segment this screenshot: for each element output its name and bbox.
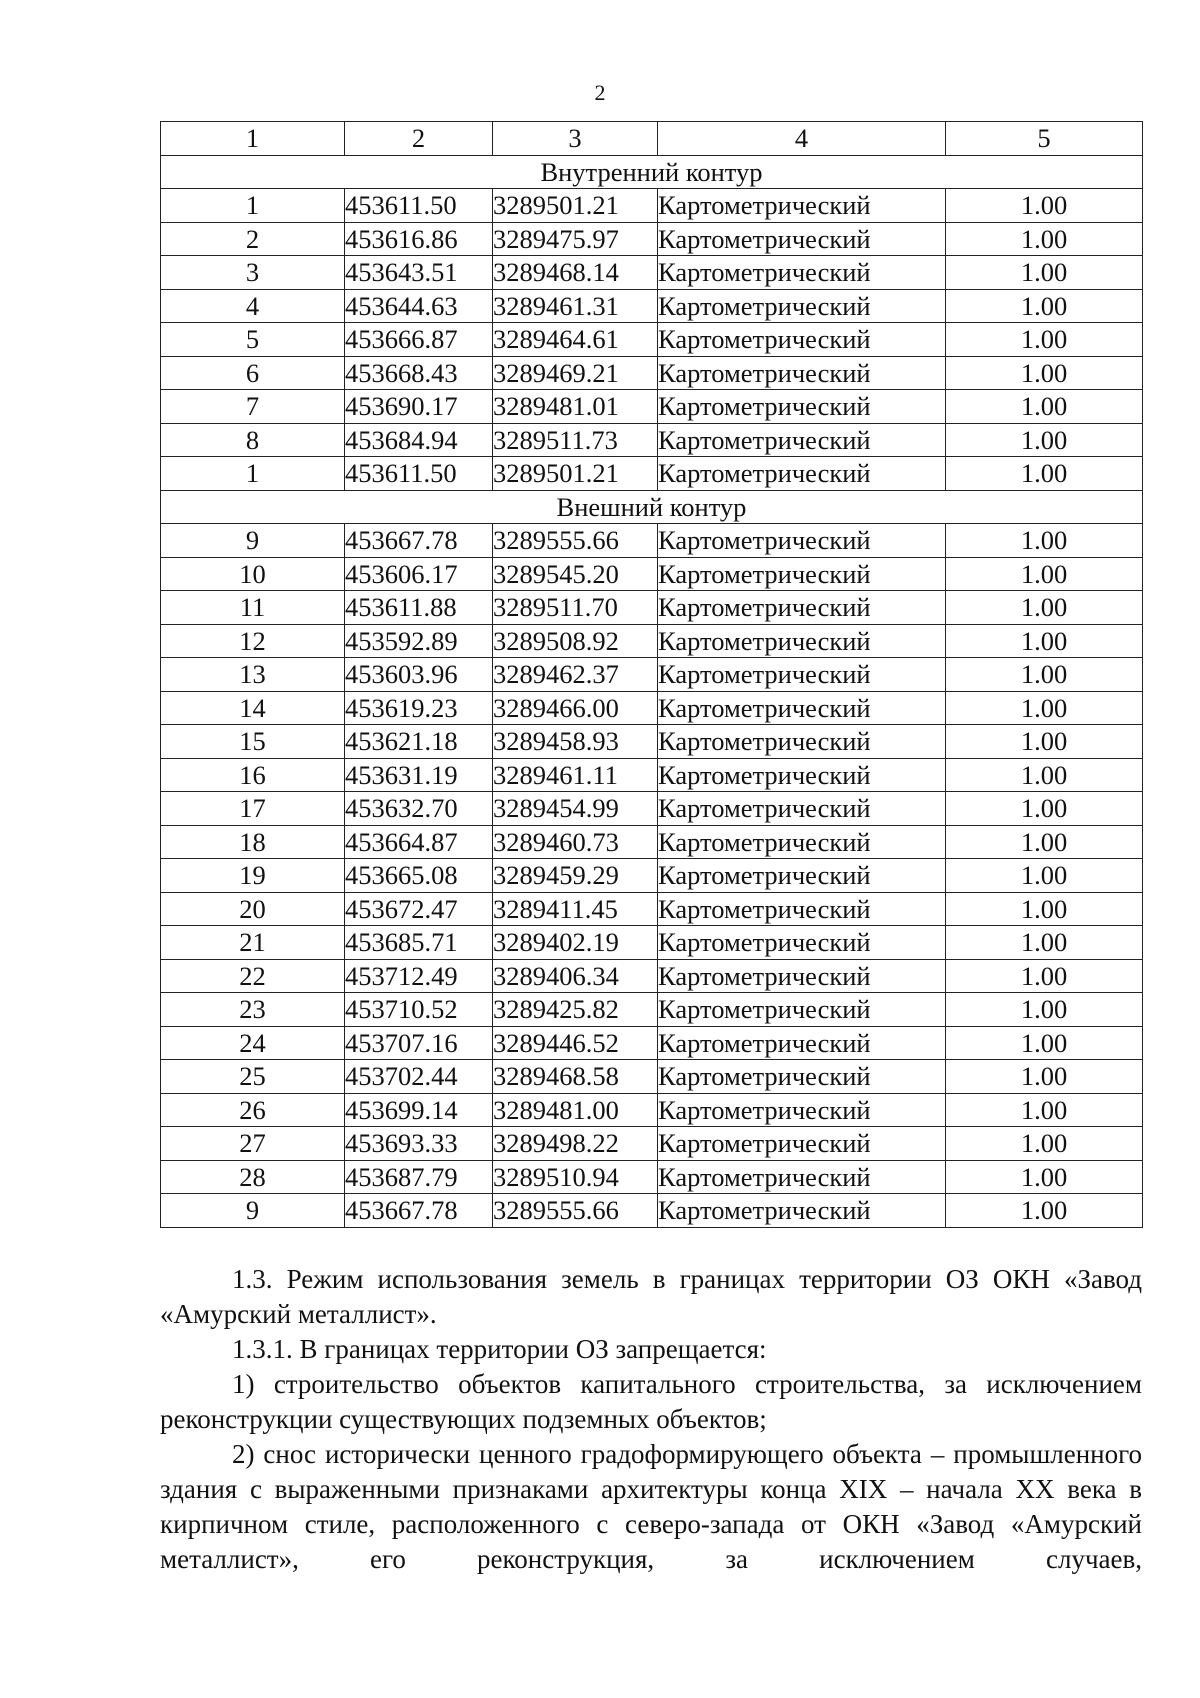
- table-row: [161, 959, 1143, 993]
- table-cell: Картометрический: [658, 859, 946, 893]
- table-cell: 4: [161, 289, 345, 323]
- table-cell: 3289469.21: [493, 356, 658, 390]
- table-cell: 1.00: [946, 892, 1143, 926]
- table-row: [161, 993, 1143, 1027]
- paragraph-1-3: 1.3. Режим использования земель в границах территории ОЗ ОКН «Завод «Амурский металлист».: [160, 1264, 1142, 1329]
- table-cell: 1.00: [946, 323, 1143, 357]
- table-row: [161, 423, 1143, 457]
- table-cell: 1.00: [946, 1127, 1143, 1161]
- table-cell: Картометрический: [658, 725, 946, 759]
- table-cell: 453665.08: [345, 859, 493, 893]
- table-cell: 453667.78: [345, 524, 493, 558]
- table-row: [161, 758, 1143, 792]
- table-cell: 22: [161, 959, 345, 993]
- table-cell: 10: [161, 557, 345, 591]
- paragraph-item-1: 1) строительство объектов капитального строительства, за исключением реконструкции существующих подземных объектов;: [160, 1369, 1142, 1434]
- table-cell: 1: [161, 457, 345, 491]
- table-cell: Картометрический: [658, 524, 946, 558]
- table-cell: Картометрический: [658, 457, 946, 491]
- header-row: [161, 122, 1143, 156]
- table-cell: 1.00: [946, 557, 1143, 591]
- table-row: [161, 222, 1143, 256]
- table-cell: 3289446.52: [493, 1026, 658, 1060]
- table-cell: 3289461.31: [493, 289, 658, 323]
- table-cell: Картометрический: [658, 1093, 946, 1127]
- table-row: [161, 256, 1143, 290]
- table-row: [161, 1194, 1143, 1228]
- table-cell: 453684.94: [345, 423, 493, 457]
- header-cell: 5: [946, 122, 1143, 156]
- table-cell: Картометрический: [658, 993, 946, 1027]
- table-cell: 453611.50: [345, 457, 493, 491]
- table-cell: 453606.17: [345, 557, 493, 591]
- table-cell: Картометрический: [658, 423, 946, 457]
- table-cell: 14: [161, 691, 345, 725]
- table-cell: 27: [161, 1127, 345, 1161]
- table-cell: 3289481.00: [493, 1093, 658, 1127]
- table-cell: 2: [161, 222, 345, 256]
- table-cell: Картометрический: [658, 825, 946, 859]
- table-row: [161, 892, 1143, 926]
- table-cell: 3289406.34: [493, 959, 658, 993]
- table-cell: 26: [161, 1093, 345, 1127]
- table-row: [161, 624, 1143, 658]
- table-cell: Картометрический: [658, 222, 946, 256]
- table-cell: 28: [161, 1160, 345, 1194]
- paragraph-item-2: 2) снос исторически ценного градоформирующего объекта – промышленного здания с выраженными признаками архитектуры конца XIX – начала XX века в кирпичном стиле, расположенного с северо-запада от ОКН «Завод «Амурский металлист», его реконструкция, за исключением случаев,: [160, 1439, 1142, 1574]
- table-cell: 3289510.94: [493, 1160, 658, 1194]
- table-cell: 23: [161, 993, 345, 1027]
- table-cell: 16: [161, 758, 345, 792]
- table-row: [161, 189, 1143, 223]
- table-cell: 1.00: [946, 189, 1143, 223]
- table-cell: Картометрический: [658, 323, 946, 357]
- table-cell: Картометрический: [658, 926, 946, 960]
- table-row: [161, 457, 1143, 491]
- table-row: [161, 926, 1143, 960]
- table-row: [161, 725, 1143, 759]
- table-row: [161, 1026, 1143, 1060]
- table-cell: 3289501.21: [493, 457, 658, 491]
- table-body: [161, 122, 1143, 1228]
- table-cell: 3: [161, 256, 345, 290]
- coordinates-table: [160, 121, 1143, 1228]
- table-cell: 1.00: [946, 289, 1143, 323]
- table-cell: 7: [161, 390, 345, 424]
- table-cell: 453644.63: [345, 289, 493, 323]
- body-text: [160, 1262, 1142, 1577]
- table-cell: 1.00: [946, 1160, 1143, 1194]
- table-cell: 453712.49: [345, 959, 493, 993]
- section-title: Внутренний контур: [161, 155, 1143, 189]
- table-cell: Картометрический: [658, 189, 946, 223]
- table-cell: 1.00: [946, 1026, 1143, 1060]
- table-cell: 3289454.99: [493, 792, 658, 826]
- table-cell: 3289475.97: [493, 222, 658, 256]
- table-cell: 1.00: [946, 926, 1143, 960]
- table-cell: 3289464.61: [493, 323, 658, 357]
- table-cell: 453631.19: [345, 758, 493, 792]
- table-cell: 453710.52: [345, 993, 493, 1027]
- table-row: [161, 289, 1143, 323]
- table-row: [161, 658, 1143, 692]
- table-cell: Картометрический: [658, 256, 946, 290]
- table-row: [161, 524, 1143, 558]
- table-row: [161, 1093, 1143, 1127]
- table-cell: 25: [161, 1060, 345, 1094]
- table-cell: 3289461.11: [493, 758, 658, 792]
- table-cell: 6: [161, 356, 345, 390]
- table-cell: 3289555.66: [493, 1194, 658, 1228]
- table-cell: 19: [161, 859, 345, 893]
- table-cell: 1.00: [946, 591, 1143, 625]
- table-cell: 453611.88: [345, 591, 493, 625]
- table-cell: 1.00: [946, 390, 1143, 424]
- section-row: [161, 155, 1143, 189]
- table-cell: 453643.51: [345, 256, 493, 290]
- table-cell: 453632.70: [345, 792, 493, 826]
- table-cell: 453702.44: [345, 1060, 493, 1094]
- table-cell: 1.00: [946, 524, 1143, 558]
- table-cell: 1: [161, 189, 345, 223]
- table-cell: 13: [161, 658, 345, 692]
- table-cell: 1.00: [946, 423, 1143, 457]
- table-cell: 1.00: [946, 356, 1143, 390]
- table-cell: 453693.33: [345, 1127, 493, 1161]
- table-row: [161, 323, 1143, 357]
- table-cell: 453592.89: [345, 624, 493, 658]
- table-cell: 1.00: [946, 725, 1143, 759]
- table-row: [161, 1127, 1143, 1161]
- table-cell: Картометрический: [658, 792, 946, 826]
- table-cell: Картометрический: [658, 1127, 946, 1161]
- table-cell: 453699.14: [345, 1093, 493, 1127]
- table-cell: 453603.96: [345, 658, 493, 692]
- table-cell: 1.00: [946, 256, 1143, 290]
- table-cell: 20: [161, 892, 345, 926]
- table-cell: 1.00: [946, 959, 1143, 993]
- table-cell: 453666.87: [345, 323, 493, 357]
- table-cell: 453664.87: [345, 825, 493, 859]
- table-row: [161, 591, 1143, 625]
- table-row: [161, 390, 1143, 424]
- table-cell: 453687.79: [345, 1160, 493, 1194]
- table-cell: Картометрический: [658, 1026, 946, 1060]
- table-cell: 453667.78: [345, 1194, 493, 1228]
- table-cell: 453616.86: [345, 222, 493, 256]
- table-cell: 3289466.00: [493, 691, 658, 725]
- table-cell: 1.00: [946, 624, 1143, 658]
- table-cell: 5: [161, 323, 345, 357]
- table-row: [161, 691, 1143, 725]
- table-cell: 3289458.93: [493, 725, 658, 759]
- table-cell: 12: [161, 624, 345, 658]
- table-cell: 24: [161, 1026, 345, 1060]
- table-cell: 3289508.92: [493, 624, 658, 658]
- table-cell: Картометрический: [658, 356, 946, 390]
- table-cell: 1.00: [946, 222, 1143, 256]
- table-cell: Картометрический: [658, 758, 946, 792]
- table-row: [161, 1060, 1143, 1094]
- table-cell: 15: [161, 725, 345, 759]
- header-cell: 3: [493, 122, 658, 156]
- section-title: Внешний контур: [161, 490, 1143, 524]
- table-cell: 18: [161, 825, 345, 859]
- table-cell: 3289462.37: [493, 658, 658, 692]
- table-cell: 453621.18: [345, 725, 493, 759]
- table-cell: 453690.17: [345, 390, 493, 424]
- table-cell: 453668.43: [345, 356, 493, 390]
- header-cell: 2: [345, 122, 493, 156]
- table-cell: 453619.23: [345, 691, 493, 725]
- table-cell: Картометрический: [658, 892, 946, 926]
- table-cell: Картометрический: [658, 1060, 946, 1094]
- table-cell: 11: [161, 591, 345, 625]
- table-cell: Картометрический: [658, 557, 946, 591]
- table-cell: 1.00: [946, 859, 1143, 893]
- table-cell: 3289481.01: [493, 390, 658, 424]
- table-cell: 3289501.21: [493, 189, 658, 223]
- section-row: [161, 490, 1143, 524]
- table-cell: Картометрический: [658, 591, 946, 625]
- table-cell: 3289511.73: [493, 423, 658, 457]
- table-row: [161, 356, 1143, 390]
- table-cell: 9: [161, 524, 345, 558]
- table-cell: Картометрический: [658, 1194, 946, 1228]
- table-cell: 3289555.66: [493, 524, 658, 558]
- table-cell: 21: [161, 926, 345, 960]
- table-cell: 3289545.20: [493, 557, 658, 591]
- table-cell: Картометрический: [658, 624, 946, 658]
- table-cell: 453685.71: [345, 926, 493, 960]
- header-cell: 4: [658, 122, 946, 156]
- table-cell: 453707.16: [345, 1026, 493, 1060]
- table-cell: 1.00: [946, 691, 1143, 725]
- table-cell: 1.00: [946, 825, 1143, 859]
- paragraph-1-3-1: 1.3.1. В границах территории ОЗ запрещается:: [232, 1334, 767, 1364]
- table-cell: Картометрический: [658, 1160, 946, 1194]
- table-cell: 3289459.29: [493, 859, 658, 893]
- table-row: [161, 825, 1143, 859]
- table-cell: 3289411.45: [493, 892, 658, 926]
- table-cell: 1.00: [946, 758, 1143, 792]
- table-row: [161, 1160, 1143, 1194]
- table-cell: 3289460.73: [493, 825, 658, 859]
- table-cell: 9: [161, 1194, 345, 1228]
- table-cell: 3289425.82: [493, 993, 658, 1027]
- header-cell: 1: [161, 122, 345, 156]
- table-row: [161, 792, 1143, 826]
- table-cell: 453611.50: [345, 189, 493, 223]
- table-cell: Картометрический: [658, 658, 946, 692]
- table-cell: 1.00: [946, 1194, 1143, 1228]
- table-cell: 8: [161, 423, 345, 457]
- table-row: [161, 859, 1143, 893]
- table-cell: 1.00: [946, 1060, 1143, 1094]
- table-cell: Картометрический: [658, 691, 946, 725]
- table-cell: 1.00: [946, 658, 1143, 692]
- table-cell: 1.00: [946, 1093, 1143, 1127]
- table-row: [161, 557, 1143, 591]
- table-cell: 1.00: [946, 993, 1143, 1027]
- table-cell: 453672.47: [345, 892, 493, 926]
- table-cell: 1.00: [946, 792, 1143, 826]
- table-cell: 17: [161, 792, 345, 826]
- table-cell: 3289402.19: [493, 926, 658, 960]
- page-number: 2: [594, 80, 606, 105]
- table-cell: 3289498.22: [493, 1127, 658, 1161]
- table-cell: Картометрический: [658, 289, 946, 323]
- table-cell: 3289468.14: [493, 256, 658, 290]
- table-cell: 3289468.58: [493, 1060, 658, 1094]
- table-cell: 1.00: [946, 457, 1143, 491]
- table-cell: Картометрический: [658, 959, 946, 993]
- table-cell: Картометрический: [658, 390, 946, 424]
- table-cell: 3289511.70: [493, 591, 658, 625]
